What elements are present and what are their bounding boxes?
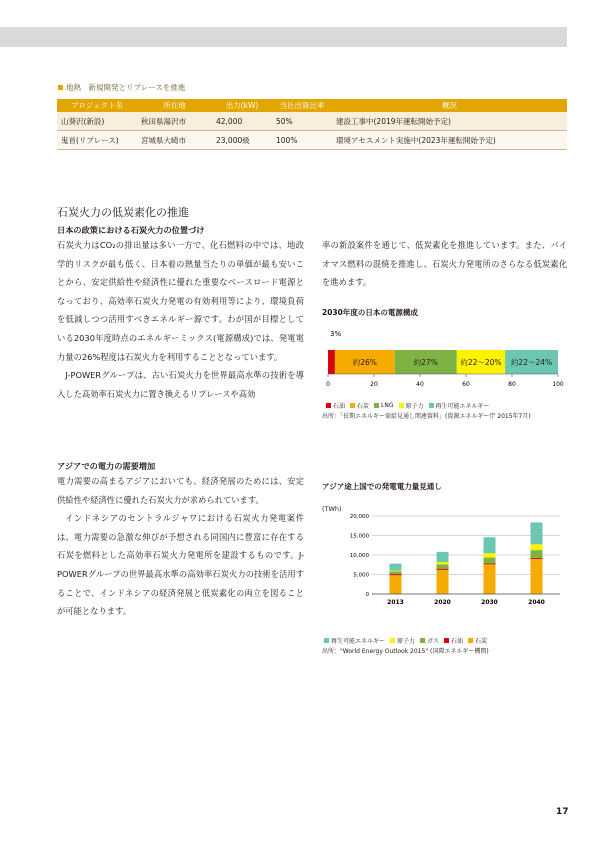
chart2-bar-segment	[437, 570, 449, 594]
chart2-y-tick-label: 5,000	[353, 572, 369, 579]
chart2-bar-segment	[531, 522, 543, 544]
chart2-bar-segment	[484, 563, 496, 564]
chart2-bar-segment	[484, 564, 496, 594]
legend-swatch	[326, 403, 331, 408]
chart2-bar-segment	[390, 575, 402, 594]
chart1-bar-segment	[328, 350, 335, 374]
paragraph: 石炭火力はCO₂の排出量は多い一方で、化石燃料の中では、地政学的リスクが最も低く、日本着の熱量当たりの単価が最も安いことから、安定供給性や経済性に優れた重要なベースロード電源となっており、高効率石炭火力発電の有効利用等により、環境負荷を低減しつつ活用すべきエネルギー源です。わが国が目標としている2030年度時点のエネルギーミックス(電源構成)では、発電電力量の26%程度は石炭火力を利用することとなっています。	[57, 240, 304, 362]
chart2-bar-segment	[484, 537, 496, 553]
chart2-bar-segment	[390, 571, 402, 572]
legend-item	[350, 401, 369, 410]
table-cell: 42,000	[212, 112, 272, 131]
chart2-x-tick-label: 2030	[481, 599, 498, 606]
chart2-unit: (TWh)	[322, 505, 342, 513]
chart1-data-label: 約27%	[413, 358, 438, 367]
legend-swatch	[399, 403, 404, 408]
legend-swatch	[444, 638, 449, 643]
chart2-bar-segment	[531, 558, 543, 559]
table-row	[57, 112, 567, 131]
legend-label: 原子力	[405, 403, 424, 410]
page-number: 17	[556, 807, 569, 817]
legend-label: 石炭	[357, 403, 370, 410]
chart2-y-tick-label: 10,000	[349, 553, 369, 559]
chart2-bar-segment	[437, 564, 449, 568]
chart1-tick-label: 100	[552, 381, 564, 388]
chart1-data-label: 約22～20%	[460, 358, 502, 367]
legend-item	[399, 401, 424, 410]
legend-item	[374, 402, 393, 409]
legend-label: 石油	[333, 403, 346, 410]
chart2-bar-segment	[437, 569, 449, 570]
chart2-bar-segment	[437, 552, 449, 562]
chart2-y-tick-label: 20,000	[349, 514, 369, 520]
table-row	[57, 131, 567, 150]
legend-swatch	[350, 403, 355, 408]
chart2-x-tick-label: 2020	[434, 599, 451, 606]
legend-label: 再生可能エネルギー	[331, 638, 386, 645]
chart2-bar-segment	[484, 553, 496, 557]
legend-item	[324, 636, 385, 645]
chart1-tick-label: 40	[416, 381, 424, 388]
table-header-cell: 出力(kW)	[212, 99, 272, 112]
chart2-svg	[322, 510, 567, 635]
table-cell: 50%	[272, 112, 332, 131]
legend-swatch	[390, 638, 395, 643]
chart1-legend	[326, 401, 490, 410]
legend-swatch	[324, 638, 329, 643]
chart2-bar-segment	[531, 544, 543, 550]
table-cell: 100%	[272, 131, 332, 150]
geothermal-table	[57, 99, 567, 150]
table-cell: 建設工事中(2019年運転開始予定)	[332, 112, 567, 131]
table-header-cell: 所在地	[137, 99, 212, 112]
chart1-data-label: 約22～24%	[510, 358, 553, 367]
chart1-tick-label: 60	[462, 381, 470, 388]
table-header-cell: 当社出資比率	[272, 99, 332, 112]
legend-swatch	[468, 638, 473, 643]
chart2-bar-segment	[531, 550, 543, 558]
chart1-label-3pct: 3%	[330, 330, 342, 338]
legend-item	[468, 636, 487, 645]
paragraph: インドネシアのセントラルジャワにおける石炭火力発電案件は、電力需要の急激な伸びが予想される同国内に豊富に存在する石炭を燃料とした高効率石炭火力発電所を建設するものです。J-POWERグループの世界最高水準の高効率石炭火力の技術を活用することで、インドネシアの経済発展と低炭素化の両立を図ることが可能となります。	[57, 513, 304, 617]
legend-label: ガス	[427, 638, 440, 645]
geo-section-title: 地熱 新規開発とリプレースを推進	[66, 83, 186, 92]
table-cell: 23,000級	[212, 131, 272, 150]
left-body-1	[57, 236, 304, 403]
chart2-bar-segment	[390, 564, 402, 571]
chart2-bar-segment	[390, 571, 402, 574]
subheading-policy: 日本の政策における石炭火力の位置づけ	[57, 225, 205, 235]
legend-label: LNG	[381, 402, 394, 409]
chart2-x-tick-label: 2013	[387, 599, 404, 606]
legend-item	[444, 636, 463, 645]
geo-section-label	[58, 82, 185, 93]
main-heading: 石炭火力の低炭素化の推進	[57, 206, 189, 219]
header-band	[0, 27, 567, 47]
chart2-title: アジア途上国での発電電力量見通し	[322, 482, 442, 491]
subheading-asia: アジアでの電力の需要増加	[57, 461, 156, 471]
legend-swatch	[429, 403, 434, 408]
left-body-2	[57, 472, 304, 621]
section-marker-icon	[58, 85, 63, 90]
legend-item	[390, 636, 415, 645]
chart1-data-label: 約26%	[352, 358, 377, 367]
right-body-1	[322, 236, 567, 292]
chart2-y-tick-label: 0	[365, 592, 369, 598]
chart2-bar-segment	[484, 558, 496, 564]
chart2-legend	[324, 636, 487, 645]
table-cell: 秋田県湯沢市	[137, 112, 212, 131]
table-cell: 環境アセスメント実施中(2023年運転開始予定)	[332, 131, 567, 150]
legend-swatch	[420, 638, 425, 643]
chart2-y-tick-label: 15,000	[349, 533, 369, 540]
legend-label: 再生可能エネルギー	[435, 403, 490, 410]
paragraph: J-POWERグループは、古い石炭火力を世界最高水準の技術を導入した高効率石炭火力に置き換えるリプレースや高効	[57, 370, 304, 399]
chart1-svg	[322, 320, 567, 398]
chart1-source: 出所：「長期エネルギー需給見通し関連資料」(資源エネルギー庁 2015年7月)	[322, 413, 531, 420]
table-cell: 宮城県大崎市	[137, 131, 212, 150]
chart2-source: 出所："World Energy Outlook 2015" (国際エネルギー機関)	[322, 648, 489, 655]
chart2-bar-segment	[531, 559, 543, 594]
paragraph: 率の新設案件を通じて、低炭素化を推進しています。また、バイオマス燃料の混焼を推進し、石炭火力発電所のさらなる低炭素化を進めます。	[322, 240, 567, 288]
paragraph: 電力需要の高まるアジアにおいても、経済発展のためには、安定供給性や経済性に優れた石炭火力が求められています。	[57, 476, 304, 505]
chart2-bar-segment	[390, 574, 402, 575]
table-cell: 鬼首(リプレース)	[57, 131, 137, 150]
legend-item	[429, 401, 490, 410]
chart1-tick-label: 80	[508, 381, 516, 388]
table-cell: 山葵沢(新設)	[57, 112, 137, 131]
table-header-row	[57, 99, 567, 112]
chart1-tick-label: 0	[326, 381, 330, 388]
legend-swatch	[374, 403, 379, 408]
chart1-tick-label: 20	[370, 381, 378, 388]
legend-label: 石炭	[475, 638, 488, 645]
legend-item	[326, 401, 345, 410]
table-header-cell: 概況	[332, 99, 567, 112]
table-header-cell: プロジェクト名	[57, 99, 137, 112]
legend-item	[420, 636, 439, 645]
chart1-title: 2030年度の日本の電源構成	[322, 308, 418, 317]
legend-label: 石油	[451, 638, 464, 645]
chart2-x-tick-label: 2040	[528, 599, 545, 606]
legend-label: 原子力	[397, 638, 416, 645]
chart2-bar-segment	[437, 562, 449, 564]
